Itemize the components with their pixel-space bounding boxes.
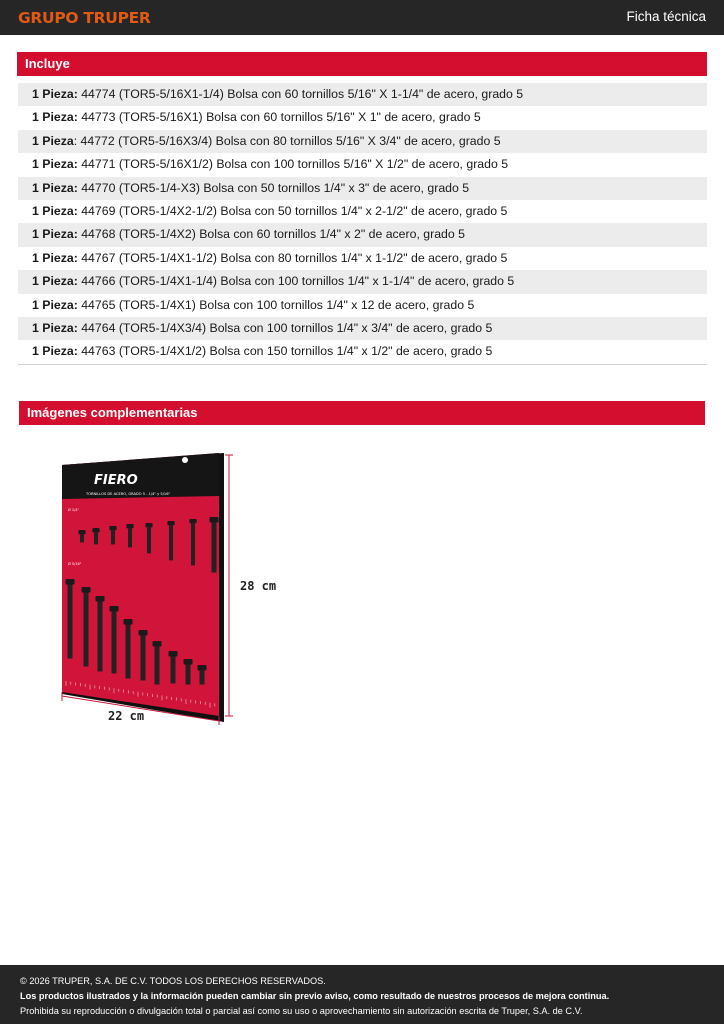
item-description: : 44772 (TOR5-5/16X3/4) Bolsa con 80 tornillos 5/16" X 3/4" de acero, grado 5 <box>73 133 501 148</box>
item-quantity: 1 Pieza: <box>32 320 78 335</box>
list-item <box>18 223 707 246</box>
item-description: 44768 (TOR5-1/4X2) Bolsa con 60 tornillos 1/4" x 2" de acero, grado 5 <box>77 227 465 242</box>
item-quantity: 1 Pieza: <box>32 344 78 359</box>
item-description: 44767 (TOR5-1/4X1-1/2) Bolsa con 80 tornillos 1/4" x 1-1/2" de acero, grado 5 <box>77 250 508 265</box>
item-description: 44763 (TOR5-1/4X1/2) Bolsa con 150 tornillos 1/4" x 1/2" de acero, grado 5 <box>77 344 493 359</box>
document-type: Ficha técnica <box>626 9 706 24</box>
item-quantity: 1 Pieza: <box>32 250 78 265</box>
item-description: 44764 (TOR5-1/4X3/4) Bolsa con 100 tornillos 1/4" x 3/4" de acero, grado 5 <box>77 320 493 335</box>
list-item <box>18 177 707 200</box>
item-quantity: 1 Pieza: <box>32 203 78 218</box>
includes-list <box>18 83 707 365</box>
list-item <box>18 200 707 223</box>
item-quantity: 1 Pieza: <box>32 274 78 289</box>
row-label-five-sixteenths: Ø 5/16" <box>68 562 82 566</box>
height-label: 28 cm <box>240 579 277 593</box>
item-description: 44769 (TOR5-1/4X2-1/2) Bolsa con 50 tornillos 1/4" x 2-1/2" de acero, grado 5 <box>77 203 508 218</box>
list-item <box>18 340 707 363</box>
brand-logo: GRUPO TRUPER <box>18 9 151 27</box>
footer-notice: Los productos ilustrados y la información pueden cambiar sin previo aviso, como resultado de nuestros procesos de mejora continua. <box>20 991 610 1001</box>
footer-copyright: © 2026 TRUPER, S.A. DE C.V. TODOS LOS DERECHOS RESERVADOS. <box>20 976 326 986</box>
includes-header: Incluye <box>17 52 707 76</box>
list-item <box>18 247 707 270</box>
list-item <box>18 130 707 153</box>
images-header: Imágenes complementarias <box>19 401 705 425</box>
item-quantity: 1 Pieza: <box>32 110 78 125</box>
item-quantity: 1 Pieza: <box>32 297 78 312</box>
item-description: 44771 (TOR5-5/16X1/2) Bolsa con 100 tornillos 5/16" X 1/2" de acero, grado 5 <box>77 157 509 172</box>
board-subtitle: TORNILLOS DE ACERO, GRADO 5 - 1/4" y 5/16" <box>86 492 171 496</box>
item-quantity: 1 Pieza <box>32 133 74 148</box>
list-item <box>18 270 707 293</box>
item-quantity: 1 Pieza: <box>32 157 78 172</box>
list-item <box>18 153 707 176</box>
item-description: 44765 (TOR5-1/4X1) Bolsa con 100 tornillos 1/4" x 12 de acero, grado 5 <box>77 297 475 312</box>
board-brand-logo: FIERO <box>94 473 138 488</box>
item-description: 44774 (TOR5-5/16X1-1/4) Bolsa con 60 tornillos 5/16" X 1-1/4" de acero, grado 5 <box>77 87 524 101</box>
top-bar <box>0 0 724 35</box>
hang-hole <box>182 457 188 463</box>
item-quantity: 1 Pieza: <box>32 87 78 101</box>
item-quantity: 1 Pieza: <box>32 227 78 242</box>
item-description: 44766 (TOR5-1/4X1-1/4) Bolsa con 100 tornillos 1/4" x 1-1/4" de acero, grado 5 <box>77 274 515 289</box>
list-item <box>18 106 707 129</box>
item-description: 44773 (TOR5-5/16X1) Bolsa con 60 tornillos 5/16" X 1" de acero, grado 5 <box>77 110 481 125</box>
item-quantity: 1 Pieza: <box>32 180 78 195</box>
row-label-quarter: Ø 1/4" <box>68 508 80 512</box>
list-item <box>18 83 707 106</box>
list-item <box>18 294 707 317</box>
footer-prohibition: Prohibida su reproducción o divulgación total o parcial así como su uso o aprovechamiento sin autorización escrita de Truper, S.A. de C.V. <box>20 1006 583 1016</box>
width-label: 22 cm <box>108 709 145 723</box>
product-image <box>56 444 286 738</box>
list-item <box>18 317 707 340</box>
item-description: 44770 (TOR5-1/4-X3) Bolsa con 50 tornillos 1/4" x 3" de acero, grado 5 <box>77 180 470 195</box>
footer <box>0 965 724 1024</box>
